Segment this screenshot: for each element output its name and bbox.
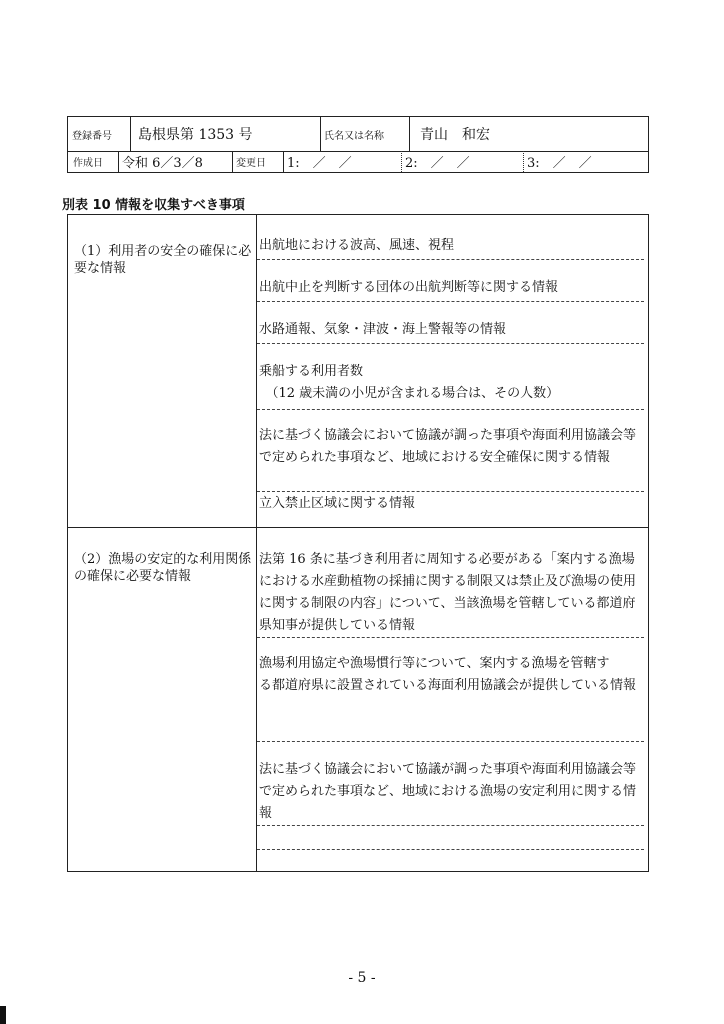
changed-date-2: 2: ／ ／	[405, 156, 470, 171]
changed-date-3: 3: ／ ／	[527, 156, 592, 171]
item-fishing-2: 漁場利用協定や漁場慣行等について、案内する漁場を管轄す る都道府県に設置されている海面利用協議会が提供している情報	[259, 656, 637, 693]
header-row-registration	[68, 117, 648, 152]
table-title: 別表 10 情報を収集すべき事項	[62, 198, 245, 213]
header-row-dates	[68, 151, 648, 172]
page-number: - 5 -	[348, 970, 376, 986]
name-value: 青山 和宏	[420, 127, 490, 143]
changed-date-1: 1: ／ ／	[287, 156, 352, 171]
category-safety: （1）利用者の安全の確保に必要な情報	[74, 244, 252, 276]
category-fishing-ground: （2）漁場の安定的な利用関係の確保に必要な情報	[74, 552, 252, 584]
item-safety-1: 出航地における波高、風速、視程	[259, 238, 455, 253]
item-fishing-1: 法第 16 条に基づき利用者に周知する必要がある「案内する漁場における水産動植物の採捕に関する制限又は禁止及び漁場の使用に関する制限の内容」について、当該漁場を管轄している都道府県知事が提供している情報	[259, 552, 637, 633]
registration-number-value: 島根県第 1353 号	[138, 127, 253, 143]
registration-number-label: 登録番号	[72, 130, 112, 142]
item-safety-5: 法に基づく協議会において協議が調った事項や海面利用協議会等で定められた事項など、地域における安全確保に関する情報	[259, 428, 637, 465]
info-collection-table	[67, 214, 649, 872]
item-safety-4: 乗船する利用者数 （12 歳未満の小児が含まれる場合は、その人数）	[259, 364, 560, 401]
item-safety-6: 立入禁止区域に関する情報	[259, 496, 416, 511]
name-label: 氏名又は名称	[324, 130, 384, 142]
created-date-value: 令和 6／3／8	[122, 156, 203, 171]
item-safety-3: 水路通報、気象・津波・海上警報等の情報	[259, 322, 507, 337]
created-date-label: 作成日	[73, 158, 103, 169]
scan-edge-mark	[0, 1006, 6, 1024]
changed-date-label: 変更日	[236, 158, 266, 169]
header-info-table	[67, 116, 649, 173]
item-fishing-3: 法に基づく協議会において協議が調った事項や海面利用協議会等で定められた事項など、地域における漁場の安定利用に関する情報	[259, 762, 637, 821]
item-safety-2: 出航中止を判断する団体の出航判断等に関する情報	[259, 280, 559, 295]
